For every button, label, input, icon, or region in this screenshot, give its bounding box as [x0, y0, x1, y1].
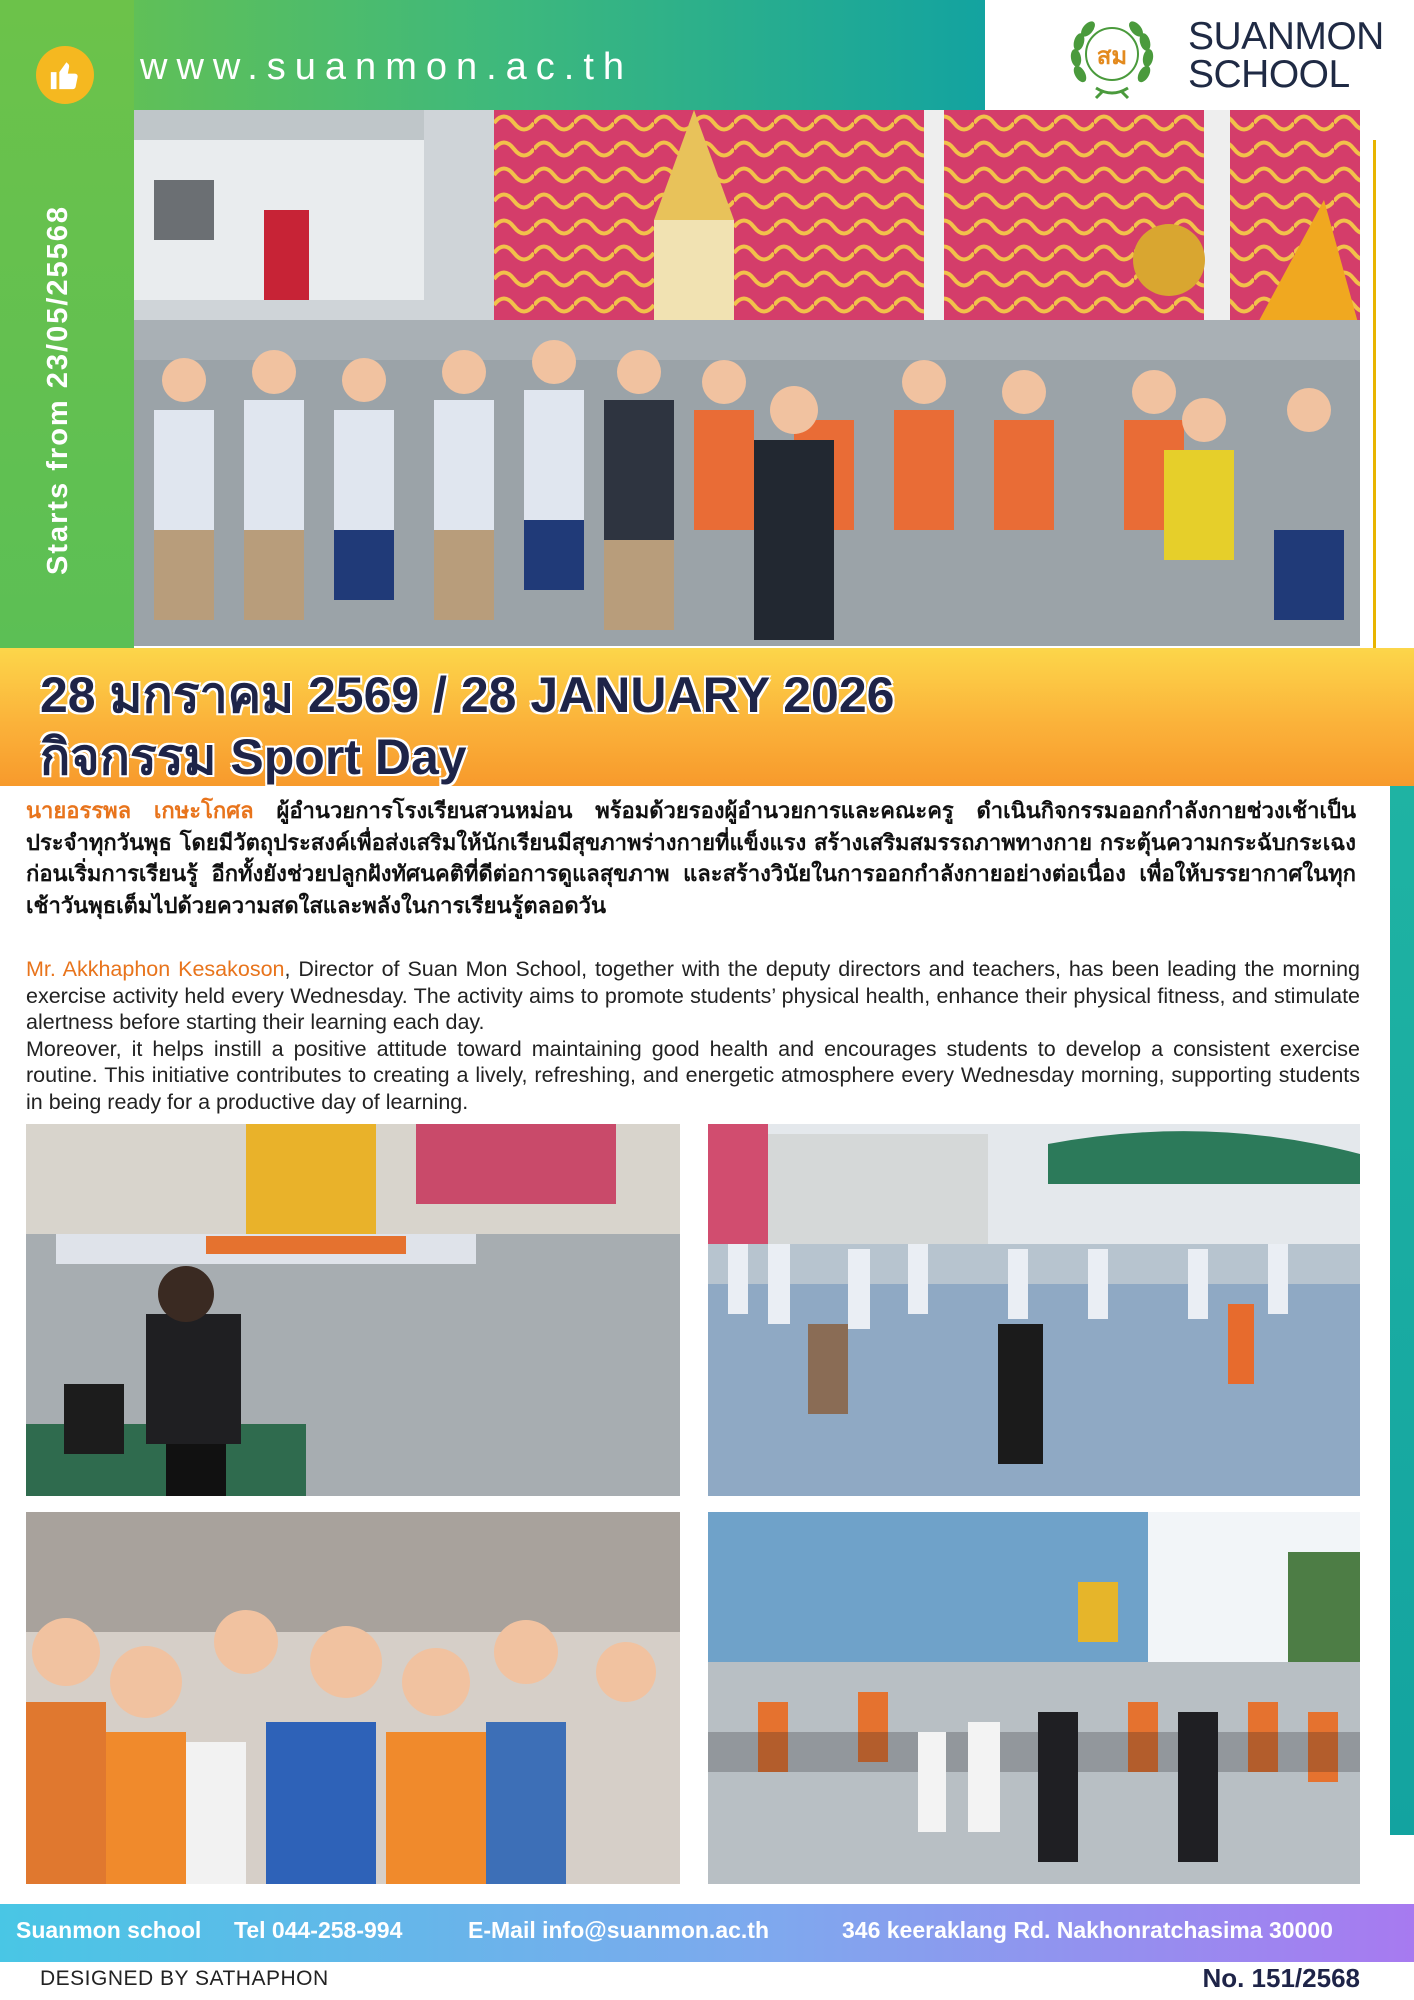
footer-address: 346 keeraklang Rd. Nakhonratchasima 30000: [842, 1917, 1333, 1943]
school-logo-emblem: [1066, 14, 1158, 100]
right-accent-stripe: [1390, 785, 1414, 1835]
school-name: [1188, 15, 1384, 96]
english-paragraph: [26, 956, 1360, 1116]
right-accent-line: [1373, 140, 1376, 650]
footer-tel[interactable]: Tel 044-258-994: [234, 1917, 403, 1943]
photo-courtyard-group: [708, 1124, 1360, 1496]
school-name-line2: SCHOOL: [1188, 53, 1350, 96]
footer-school: Suanmon school: [16, 1917, 202, 1943]
logo-text: สม: [1096, 42, 1128, 70]
photo-assembly-exercise: [708, 1512, 1360, 1884]
website-url[interactable]: www.suanmon.ac.th: [140, 46, 634, 88]
en-body-text-2: Moreover, it helps instill a positive attitude toward maintaining good health and encourages students to develop a consistent exercise routine. This initiative contributes to creating a lively, refreshing, and energetic atmosphere every Wednesday morning, supporting students in being ready for a productive day of learning.: [26, 1036, 1360, 1114]
event-date-title: 28 มกราคม 2569 / 28 JANUARY 2026: [40, 667, 895, 723]
footer-email[interactable]: E-Mail info@suanmon.ac.th: [468, 1917, 769, 1943]
thai-paragraph: [26, 796, 1356, 922]
issue-number: No. 151/2568: [1202, 1963, 1360, 1993]
thai-body-text: ผู้อำนวยการโรงเรียนสวนหม่อน พร้อมด้วยรองผู้อำนวยการและคณะครู ดำเนินกิจกรรมออกกำลังกายช่วงเช้าเป็นประจำทุกวันพุธ โดยมีวัตถุประสงค์เพื่อส่งเสริมให้นักเรียนมีสุขภาพร่างกายที่แข็งแรง สร้างเสริมสมรรถภาพทางกาย กระตุ้นความกระฉับกระเฉงก่อนเริ่มการเรียนรู้ อีกทั้งยังช่วยปลูกฝังทัศนคติที่ดีต่อการดูแลสุขภาพ และสร้างวินัยในการออกกำลังกายอย่างต่อเนื่อง เพื่อให้บรรยากาศในทุกเช้าวันพุธเต็มไปด้วยความสดใสและพลังในการเรียนรู้ตลอดวัน: [26, 799, 1356, 919]
hero-photo: [134, 110, 1360, 646]
thumbs-up-icon: [36, 46, 94, 104]
thai-director-name: นายอรรพล เกษะโกศล: [26, 799, 254, 824]
en-director-name: Mr. Akkhaphon Kesakoson: [26, 957, 285, 981]
event-name-title: กิจกรรม Sport Day: [40, 729, 467, 785]
photo-stage-leader: [26, 1124, 680, 1496]
photo-young-students: [26, 1512, 680, 1884]
school-name-line1: SUANMON: [1188, 15, 1384, 58]
en-body-text-1: , Director of Suan Mon School, together with the deputy directors and teachers, has been leading the morning exercise activity held every Wednesday. The activity aims to promote students’ physical health, enhance their physical fitness, and stimulate alertness before starting their learning each day.: [26, 957, 1360, 1035]
designer-credit: DESIGNED BY SATHAPHON: [40, 1967, 329, 1990]
start-date-vertical: Starts from 23/05/25568: [42, 204, 74, 575]
